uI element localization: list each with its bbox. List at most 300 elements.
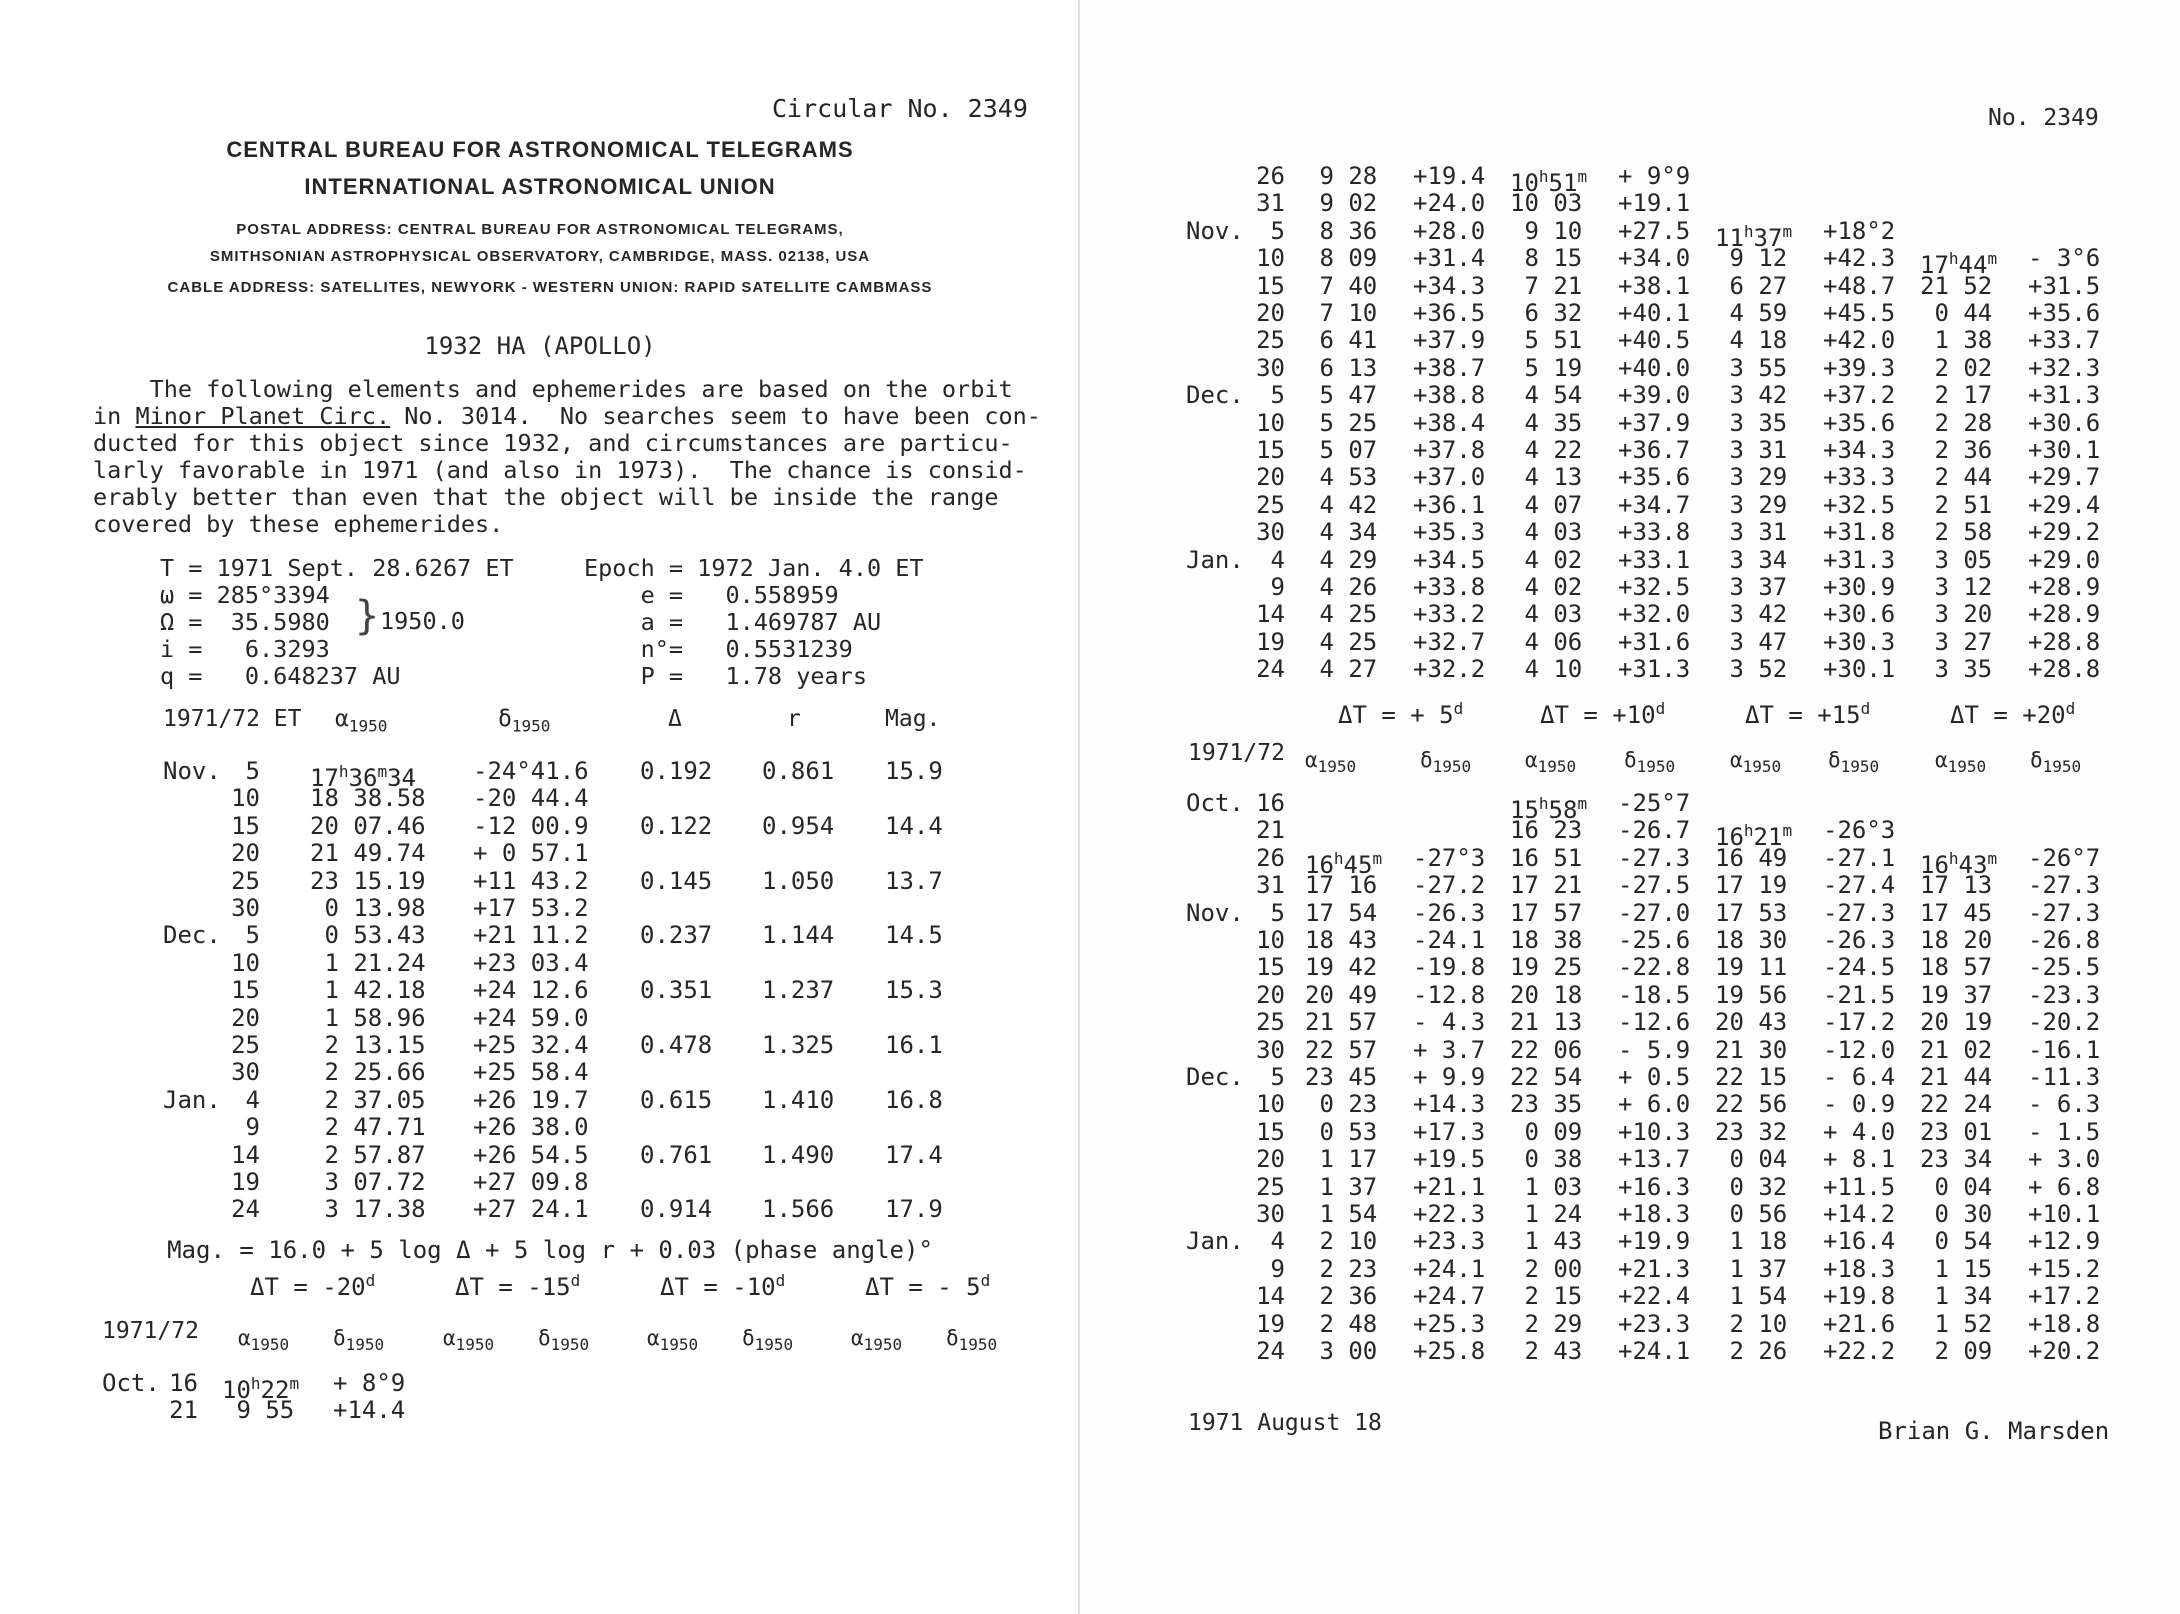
dec-cell: +33.7 (2028, 326, 2101, 355)
ra-cell: 1 21.24 (310, 948, 426, 977)
ra-cell: 20 43 (1715, 1008, 1788, 1037)
ra-cell: 3 07.72 (310, 1168, 426, 1196)
dec-cell: -27.1 (1823, 843, 1896, 872)
dec-cell: +35.6 (1823, 408, 1896, 437)
ra-cell: 9 10 (1510, 216, 1583, 245)
dec-cell: +17 53.2 (473, 894, 589, 922)
dec-cell: +30.1 (2028, 436, 2101, 464)
dec-cell: +21.6 (1823, 1309, 1896, 1338)
ra-cell: 8 09 (1305, 244, 1378, 273)
object-title: 1932 HA (APOLLO) (424, 332, 656, 360)
mag-cell: 16.8 (885, 1085, 943, 1114)
day-cell: 31 (1256, 189, 1285, 218)
ra-cell: 0 56 (1715, 1200, 1788, 1228)
dec-cell: -27.3 (2028, 898, 2101, 927)
intro-line: ducted for this object since 1932, and circumstances are particu- (93, 429, 1013, 457)
element-line: n°= 0.5531239 (584, 635, 853, 663)
delta-t-label: ΔT = - 5$^d$ (865, 1271, 991, 1301)
ra-cell: 4 18 (1715, 326, 1788, 355)
day-cell: 25 (1256, 490, 1285, 519)
day-cell: 10 (231, 784, 260, 813)
day-cell: 10 (1256, 408, 1285, 437)
day-cell: 20 (1256, 299, 1285, 327)
dec-cell: -12.6 (1618, 1008, 1691, 1037)
day-cell: 5 (1270, 898, 1285, 927)
ra-cell: 7 10 (1305, 299, 1378, 327)
day-cell: 15 (1256, 953, 1285, 982)
column-header: $\alpha_{1950}$ (851, 1326, 903, 1355)
dec-cell: - 6.4 (1823, 1063, 1896, 1091)
year-label: 1971/72 (1188, 740, 1285, 766)
dec-cell: +21 11.2 (473, 921, 589, 950)
dec-cell: +36.5 (1413, 299, 1486, 327)
day-cell: 15 (231, 976, 260, 1005)
dec-cell: +23 03.4 (473, 948, 589, 977)
ra-cell: 16 23 (1510, 816, 1583, 845)
dec-cell: +19.1 (1618, 189, 1691, 218)
ra-cell: 4 02 (1510, 573, 1583, 601)
ra-cell: 0 54 (1920, 1227, 1993, 1256)
month-label: Oct. (102, 1369, 160, 1397)
dec-cell: +19.8 (1823, 1282, 1896, 1311)
dec-cell: + 3.0 (2028, 1145, 2101, 1174)
dec-cell: +35.3 (1413, 518, 1486, 547)
ra-cell: 10 03 (1510, 189, 1583, 218)
column-header: $\delta_{1950}$ (2030, 748, 2082, 777)
ra-cell: 1 43 (1510, 1227, 1583, 1256)
dec-cell: +24 12.6 (473, 976, 589, 1005)
element-line: Ω = 35.5980 (160, 608, 330, 636)
dec-cell: +19.4 (1413, 162, 1486, 190)
dec-cell: -26°3 (1823, 816, 1896, 845)
column-header: $\alpha_{1950}$ (238, 1326, 290, 1355)
ra-cell: 8 15 (1510, 244, 1583, 273)
ra-cell: 4 13 (1510, 463, 1583, 492)
ra-cell: 5 51 (1510, 326, 1583, 355)
dec-cell: +38.7 (1413, 353, 1486, 382)
ra-cell: 15$^h$58$^m$ (1510, 794, 1588, 824)
ra-cell: 2 00 (1510, 1254, 1583, 1283)
day-cell: 20 (1256, 463, 1285, 492)
ra-cell: 3 52 (1715, 655, 1788, 684)
ra-cell: 2 47.71 (310, 1113, 426, 1142)
ra-cell: 17 54 (1305, 898, 1378, 927)
dec-cell: +37.9 (1413, 326, 1486, 355)
ra-cell: 5 19 (1510, 353, 1583, 382)
delta-cell: 0.145 (640, 866, 713, 895)
dec-cell: -25.6 (1618, 926, 1691, 954)
day-cell: 16 (1256, 789, 1285, 817)
column-header: $\delta_{1950}$ (1828, 748, 1880, 777)
day-cell: 24 (1256, 655, 1285, 684)
dec-cell: -20 44.4 (473, 784, 589, 813)
column-header: $\alpha_{1950}$ (1305, 748, 1357, 777)
month-label: Nov. (1186, 216, 1244, 245)
ra-cell: 22 24 (1920, 1090, 1993, 1119)
column-header: $\alpha_{1950}$ (443, 1326, 495, 1355)
dec-cell: -27°3 (1413, 843, 1486, 872)
ra-cell: 22 57 (1305, 1035, 1378, 1064)
mag-cell: 14.5 (885, 921, 943, 950)
day-cell: 9 (1270, 573, 1285, 601)
dec-cell: +37.2 (1823, 381, 1896, 410)
ra-cell: 3 31 (1715, 436, 1788, 464)
dec-cell: +11.5 (1823, 1172, 1896, 1201)
dec-cell: +30.6 (1823, 600, 1896, 629)
dec-cell: +38.1 (1618, 271, 1691, 300)
ra-cell: 3 00 (1305, 1337, 1378, 1365)
day-cell: 14 (231, 1140, 260, 1169)
element-line: T = 1971 Sept. 28.6267 ET (160, 554, 514, 582)
ra-cell: 1 52 (1920, 1309, 1993, 1338)
ra-cell: 3 42 (1715, 381, 1788, 410)
dec-cell: +48.7 (1823, 271, 1896, 300)
day-cell: 15 (1256, 271, 1285, 300)
ra-cell: 4 42 (1305, 490, 1378, 519)
dec-cell: -27.0 (1618, 898, 1691, 927)
dec-cell: +27 24.1 (473, 1195, 589, 1224)
delta-cell: 0.237 (640, 921, 713, 950)
dec-cell: -23.3 (2028, 980, 2101, 1009)
dec-cell: +10.1 (2028, 1200, 2101, 1228)
day-cell: 5 (1270, 216, 1285, 245)
column-header: 1971/72 ET (163, 706, 302, 732)
column-header: $\alpha_{1950}$ (1935, 748, 1987, 777)
ra-cell: 19 56 (1715, 980, 1788, 1009)
month-label: Jan. (1186, 1227, 1244, 1256)
day-cell: 31 (1256, 871, 1285, 900)
dec-cell: -17.2 (1823, 1008, 1896, 1037)
ra-cell: 17 57 (1510, 898, 1583, 927)
day-cell: 21 (169, 1396, 198, 1424)
dec-cell: +18.3 (1618, 1200, 1691, 1228)
day-cell: 20 (231, 839, 260, 868)
dec-cell: +45.5 (1823, 299, 1896, 327)
day-cell: 21 (1256, 816, 1285, 845)
dec-cell: +34.0 (1618, 244, 1691, 273)
dec-cell: +32.2 (1413, 655, 1486, 684)
dec-cell: +32.7 (1413, 627, 1486, 656)
day-cell: 5 (1270, 381, 1285, 410)
ra-cell: 8 36 (1305, 216, 1378, 245)
dec-cell: +20.2 (2028, 1337, 2101, 1365)
dec-cell: +42.3 (1823, 244, 1896, 273)
ra-cell: 20 49 (1305, 980, 1378, 1009)
day-cell: 19 (1256, 1309, 1285, 1338)
ra-cell: 3 47 (1715, 627, 1788, 656)
ra-cell: 0 53.43 (310, 921, 426, 950)
delta-cell: 0.192 (640, 757, 713, 785)
dec-cell: +24 59.0 (473, 1003, 589, 1032)
mag-cell: 17.9 (885, 1195, 943, 1224)
ra-cell: 0 38 (1510, 1145, 1583, 1174)
dec-cell: +10.3 (1618, 1117, 1691, 1146)
element-line: ω = 285°3394 (160, 581, 330, 609)
day-cell: 5 (245, 757, 260, 785)
day-cell: 14 (1256, 1282, 1285, 1311)
delta-cell: 0.478 (640, 1031, 713, 1059)
ra-cell: 2 57.87 (310, 1140, 426, 1169)
ra-cell: 17 21 (1510, 871, 1583, 900)
ra-cell: 6 41 (1305, 326, 1378, 355)
dec-cell: +38.8 (1413, 381, 1486, 410)
column-header: $\alpha_{1950}$ (647, 1326, 699, 1355)
ra-cell: 3 29 (1715, 463, 1788, 492)
column-header: Mag. (885, 706, 941, 732)
dec-cell: - 4.3 (1413, 1008, 1486, 1037)
dec-cell: +30.1 (1823, 655, 1896, 684)
ra-cell: 1 03 (1510, 1172, 1583, 1201)
dec-cell: +30.3 (1823, 627, 1896, 656)
delta-cell: 0.122 (640, 811, 713, 840)
org-line-2: INTERNATIONAL ASTRONOMICAL UNION (304, 174, 776, 199)
dec-cell: +34.3 (1823, 436, 1896, 464)
ra-cell: 4 53 (1305, 463, 1378, 492)
r-cell: 0.954 (762, 811, 835, 840)
day-cell: 20 (231, 1003, 260, 1032)
month-label: Dec. (1186, 1063, 1244, 1091)
ra-cell: 1 37 (1715, 1254, 1788, 1283)
ra-cell: 2 51 (1920, 490, 1993, 519)
day-cell: 30 (1256, 518, 1285, 547)
ra-cell: 2 26 (1715, 1337, 1788, 1365)
ra-cell: 23 01 (1920, 1117, 1993, 1146)
ra-cell: 4 22 (1510, 436, 1583, 464)
ra-cell: 19 11 (1715, 953, 1788, 982)
month-label: Nov. (163, 757, 221, 785)
ra-cell: 2 15 (1510, 1282, 1583, 1311)
dec-cell: +25 58.4 (473, 1058, 589, 1087)
dec-cell: + 0.5 (1618, 1063, 1691, 1091)
day-cell: 26 (1256, 843, 1285, 872)
month-label: Jan. (163, 1085, 221, 1114)
day-cell: 19 (231, 1168, 260, 1196)
dec-cell: -12 00.9 (473, 811, 589, 840)
month-label: Nov. (1186, 898, 1244, 927)
ra-cell: 21 49.74 (310, 839, 426, 868)
ra-cell: 19 25 (1510, 953, 1583, 982)
day-cell: 5 (1270, 1063, 1285, 1091)
ra-cell: 9 55 (222, 1396, 295, 1424)
ra-cell: 3 42 (1715, 600, 1788, 629)
ra-cell: 5 47 (1305, 381, 1378, 410)
ra-cell: 22 15 (1715, 1063, 1788, 1091)
ra-cell: 0 04 (1920, 1172, 1993, 1201)
dec-cell: +18.8 (2028, 1309, 2101, 1338)
ra-cell: 19 42 (1305, 953, 1378, 982)
dec-cell: +24.7 (1413, 1282, 1486, 1311)
dec-cell: +33.1 (1618, 545, 1691, 574)
dec-cell: -20.2 (2028, 1008, 2101, 1037)
address-line-3: CABLE ADDRESS: SATELLITES, NEWYORK - WESTERN UNION: RAPID SATELLITE CAMBMASS (167, 279, 933, 296)
ra-cell: 17 45 (1920, 898, 1993, 927)
dec-cell: +31.5 (2028, 271, 2101, 300)
ra-cell: 17 19 (1715, 871, 1788, 900)
ra-cell: 23 34 (1920, 1145, 1993, 1174)
day-cell: 25 (1256, 1172, 1285, 1201)
dec-cell: -27.3 (1823, 898, 1896, 927)
element-line: P = 1.78 years (584, 662, 867, 690)
ra-cell: 9 12 (1715, 244, 1788, 273)
dec-cell: +31.3 (1618, 655, 1691, 684)
day-cell: 24 (231, 1195, 260, 1224)
delta-t-label: $\Delta T = -10^d$ (660, 1271, 786, 1301)
delta-t-label: $\Delta T = +15^d$ (1745, 699, 1871, 729)
ra-cell: 4 02 (1510, 545, 1583, 574)
dec-cell: +34.5 (1413, 545, 1486, 574)
dec-cell: -26°7 (2028, 843, 2101, 872)
dec-cell: -12.8 (1413, 980, 1486, 1009)
day-cell: 4 (1270, 1227, 1285, 1256)
intro-line: covered by these ephemerides. (93, 510, 504, 538)
intro-line: in Minor Planet Circ. No. 3014. No searches seem to have been con- (93, 402, 1041, 430)
dec-cell: +37.9 (1618, 408, 1691, 437)
dec-cell: +27 09.8 (473, 1168, 589, 1196)
dec-cell: +16.3 (1618, 1172, 1691, 1201)
ra-cell: 4 03 (1510, 518, 1583, 547)
ra-cell: 5 07 (1305, 436, 1378, 464)
dec-cell: +28.8 (2028, 627, 2101, 656)
ra-cell: 16 49 (1715, 843, 1788, 872)
day-cell: 30 (231, 894, 260, 922)
ra-cell: 11$^h$37$^m$ (1715, 221, 1793, 252)
ra-cell: 23 45 (1305, 1063, 1378, 1091)
delta-t-label: $\Delta T = -15^d$ (455, 1271, 581, 1301)
dec-cell: +29.4 (2028, 490, 2101, 519)
r-cell: 0.861 (762, 757, 835, 785)
dec-cell: -27.5 (1618, 871, 1691, 900)
day-cell: 24 (1256, 1337, 1285, 1365)
ra-cell: 18 43 (1305, 926, 1378, 954)
month-label: Jan. (1186, 545, 1244, 574)
dec-cell: - 6.3 (2028, 1090, 2101, 1119)
element-line: q = 0.648237 AU (160, 662, 401, 690)
dec-cell: -11.3 (2028, 1063, 2101, 1091)
r-cell: 1.325 (762, 1031, 835, 1059)
ra-cell: 10$^h$22$^m$ (222, 1374, 300, 1404)
column-header: Δ (668, 706, 682, 732)
dec-cell: -21.5 (1823, 980, 1896, 1009)
dec-cell: +31.8 (1823, 518, 1896, 547)
ra-cell: 2 29 (1510, 1309, 1583, 1338)
day-cell: 30 (1256, 353, 1285, 382)
ra-cell: 7 21 (1510, 271, 1583, 300)
dec-cell: -26.3 (1823, 926, 1896, 954)
ra-cell: 16 51 (1510, 843, 1583, 872)
dec-cell: + 9°9 (1618, 162, 1691, 190)
ra-cell: 21 13 (1510, 1008, 1583, 1037)
dec-cell: +30.6 (2028, 408, 2101, 437)
ra-cell: 0 09 (1510, 1117, 1583, 1146)
day-cell: 15 (1256, 436, 1285, 464)
magnitude-formula: Mag. = 16.0 + 5 log Δ + 5 log r + 0.03 (phase angle)° (167, 1236, 933, 1264)
dec-cell: -24.5 (1823, 953, 1896, 982)
intro-line: larly favorable in 1971 (and also in 1973). The chance is consid- (93, 456, 1027, 484)
ra-cell: 1 38 (1920, 326, 1993, 355)
dec-cell: +18°2 (1823, 216, 1896, 245)
ra-cell: 18 57 (1920, 953, 1993, 982)
ra-cell: 3 12 (1920, 573, 1993, 601)
day-cell: 15 (1256, 1117, 1285, 1146)
dec-cell: -12.0 (1823, 1035, 1896, 1064)
dec-cell: -16.1 (2028, 1035, 2101, 1064)
day-cell: 4 (1270, 545, 1285, 574)
address-line-1: POSTAL ADDRESS: CENTRAL BUREAU FOR ASTRONOMICAL TELEGRAMS, (236, 221, 844, 238)
ra-cell: 4 27 (1305, 655, 1378, 684)
dec-cell: +21.3 (1618, 1254, 1691, 1283)
org-line-1: CENTRAL BUREAU FOR ASTRONOMICAL TELEGRAMS (226, 137, 854, 162)
dec-cell: +26 38.0 (473, 1113, 589, 1142)
dec-cell: +29.2 (2028, 518, 2101, 547)
ra-cell: 3 55 (1715, 353, 1788, 382)
column-header: $\alpha_{1950}$ (1730, 748, 1782, 777)
mag-cell: 13.7 (885, 866, 943, 895)
day-cell: 30 (1256, 1200, 1285, 1228)
dec-cell: +37.8 (1413, 436, 1486, 464)
dec-cell: +40.0 (1618, 353, 1691, 382)
day-cell: 25 (1256, 326, 1285, 355)
intro-paragraph (93, 376, 1041, 538)
ra-cell: 21 30 (1715, 1035, 1788, 1064)
ra-cell: 23 35 (1510, 1090, 1583, 1119)
dec-cell: +14.3 (1413, 1090, 1486, 1119)
column-header: $\delta_{1950}$ (1624, 748, 1676, 777)
ra-cell: 3 34 (1715, 545, 1788, 574)
orbital-elements-right (584, 555, 924, 690)
day-cell: 10 (1256, 244, 1285, 273)
dec-cell: +37.0 (1413, 463, 1486, 492)
signature: Brian G. Marsden (1878, 1417, 2110, 1445)
dec-cell: +12.9 (2028, 1227, 2101, 1256)
ra-cell: 21 02 (1920, 1035, 1993, 1064)
r-cell: 1.410 (762, 1085, 835, 1114)
dec-cell: +32.3 (2028, 353, 2101, 382)
r-cell: 1.050 (762, 866, 835, 895)
column-header: $\delta_{1950}$ (1420, 748, 1472, 777)
day-cell: 30 (231, 1058, 260, 1087)
dec-cell: +36.7 (1618, 436, 1691, 464)
dec-cell: +30.9 (1823, 573, 1896, 601)
dec-cell: +29.7 (2028, 463, 2101, 492)
ra-cell: 0 04 (1715, 1145, 1788, 1174)
intro-line: The following elements and ephemerides are based on the orbit (93, 375, 1013, 403)
dec-cell: + 8.1 (1823, 1145, 1896, 1174)
column-header: $\delta_{1950}$ (946, 1326, 998, 1355)
dec-cell: + 4.0 (1823, 1117, 1896, 1146)
column-header: $\alpha_{1950}$ (1525, 748, 1577, 777)
column-header: $\delta_{1950}$ (333, 1326, 385, 1355)
dec-cell: +22.4 (1618, 1282, 1691, 1311)
dec-cell: +29.0 (2028, 545, 2101, 574)
ra-cell: 2 02 (1920, 353, 1993, 382)
ra-cell: 18 20 (1920, 926, 1993, 954)
ra-cell: 3 37 (1715, 573, 1788, 601)
ra-cell: 6 13 (1305, 353, 1378, 382)
day-cell: 20 (1256, 1145, 1285, 1174)
circular-number: Circular No. 2349 (772, 94, 1028, 123)
delta-cell: 0.615 (640, 1085, 713, 1114)
dec-cell: +27.5 (1618, 216, 1691, 245)
ra-cell: 0 32 (1715, 1172, 1788, 1201)
element-line: i = 6.3293 (160, 635, 330, 663)
dec-cell: +32.0 (1618, 600, 1691, 629)
ra-cell: 1 17 (1305, 1145, 1378, 1174)
dec-cell: +33.2 (1413, 600, 1486, 629)
ra-cell: 4 06 (1510, 627, 1583, 656)
dec-cell: -19.8 (1413, 953, 1486, 982)
delta-cell: 0.351 (640, 976, 713, 1005)
ra-cell: 22 06 (1510, 1035, 1583, 1064)
